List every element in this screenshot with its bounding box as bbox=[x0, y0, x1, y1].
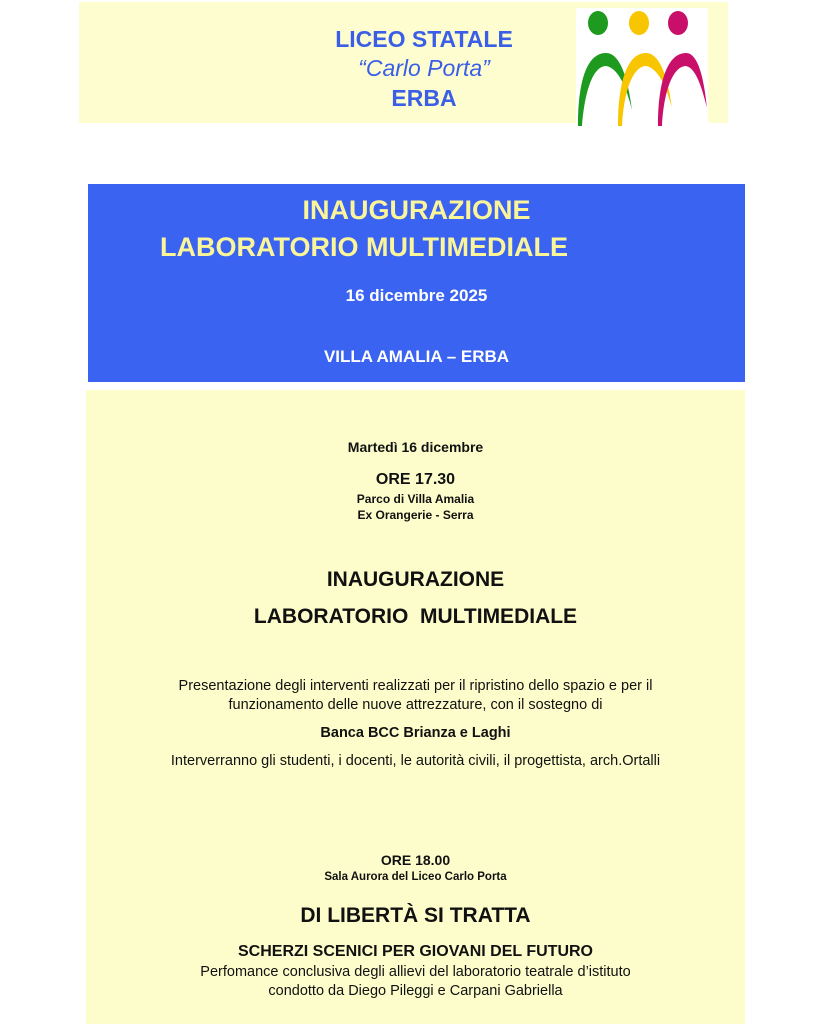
school-type: LICEO STATALE bbox=[335, 26, 513, 52]
school-name: “Carlo Porta” bbox=[358, 55, 490, 81]
event-details bbox=[86, 390, 745, 1024]
school-city: ERBA bbox=[391, 85, 457, 111]
event2-time: ORE 18.00 bbox=[380, 852, 451, 868]
banner-title-line2: LABORATORIO MULTIMEDIALE bbox=[160, 232, 568, 262]
event2-subtitle: SCHERZI SCENICI PER GIOVANI DEL FUTURO bbox=[238, 943, 593, 960]
event-banner bbox=[88, 184, 745, 382]
banner-title-line1: INAUGURAZIONE bbox=[302, 195, 531, 225]
event2-desc-line1: Perfomance conclusiva degli allievi del laboratorio teatrale d’istituto bbox=[200, 964, 631, 980]
event1-speakers: Interverranno gli studenti, i docenti, le autorità civili, il progettista, arch.Ortalli bbox=[170, 753, 661, 769]
banner-date: 16 dicembre 2025 bbox=[345, 286, 488, 305]
event1-desc-line2: funzionamento delle nuove attrezzature, con il sostegno di bbox=[228, 697, 603, 713]
event2-desc-line2: condotto da Diego Pileggi e Carpani Gabriella bbox=[268, 983, 563, 999]
event1-title-line2: LABORATORIO MULTIMEDIALE bbox=[253, 605, 578, 628]
event1-place-line2: Ex Orangerie - Serra bbox=[357, 508, 474, 522]
three-people-logo-icon bbox=[576, 8, 708, 128]
banner-location: VILLA AMALIA – ERBA bbox=[323, 347, 510, 366]
school-name-block bbox=[279, 24, 569, 114]
event1-time: ORE 17.30 bbox=[375, 471, 456, 488]
event1-desc-line1: Presentazione degli interventi realizzati per il ripristino dello spazio e per il bbox=[178, 678, 653, 694]
event1-day: Martedì 16 dicembre bbox=[347, 439, 484, 455]
event1-title-line1: INAUGURAZIONE bbox=[326, 568, 505, 591]
event2-place: Sala Aurora del Liceo Carlo Porta bbox=[324, 871, 507, 883]
event2-title: DI LIBERTÀ SI TRATTA bbox=[300, 904, 531, 927]
event1-place-line1: Parco di Villa Amalia bbox=[356, 492, 475, 506]
event1-sponsor: Banca BCC Brianza e Laghi bbox=[320, 725, 511, 741]
